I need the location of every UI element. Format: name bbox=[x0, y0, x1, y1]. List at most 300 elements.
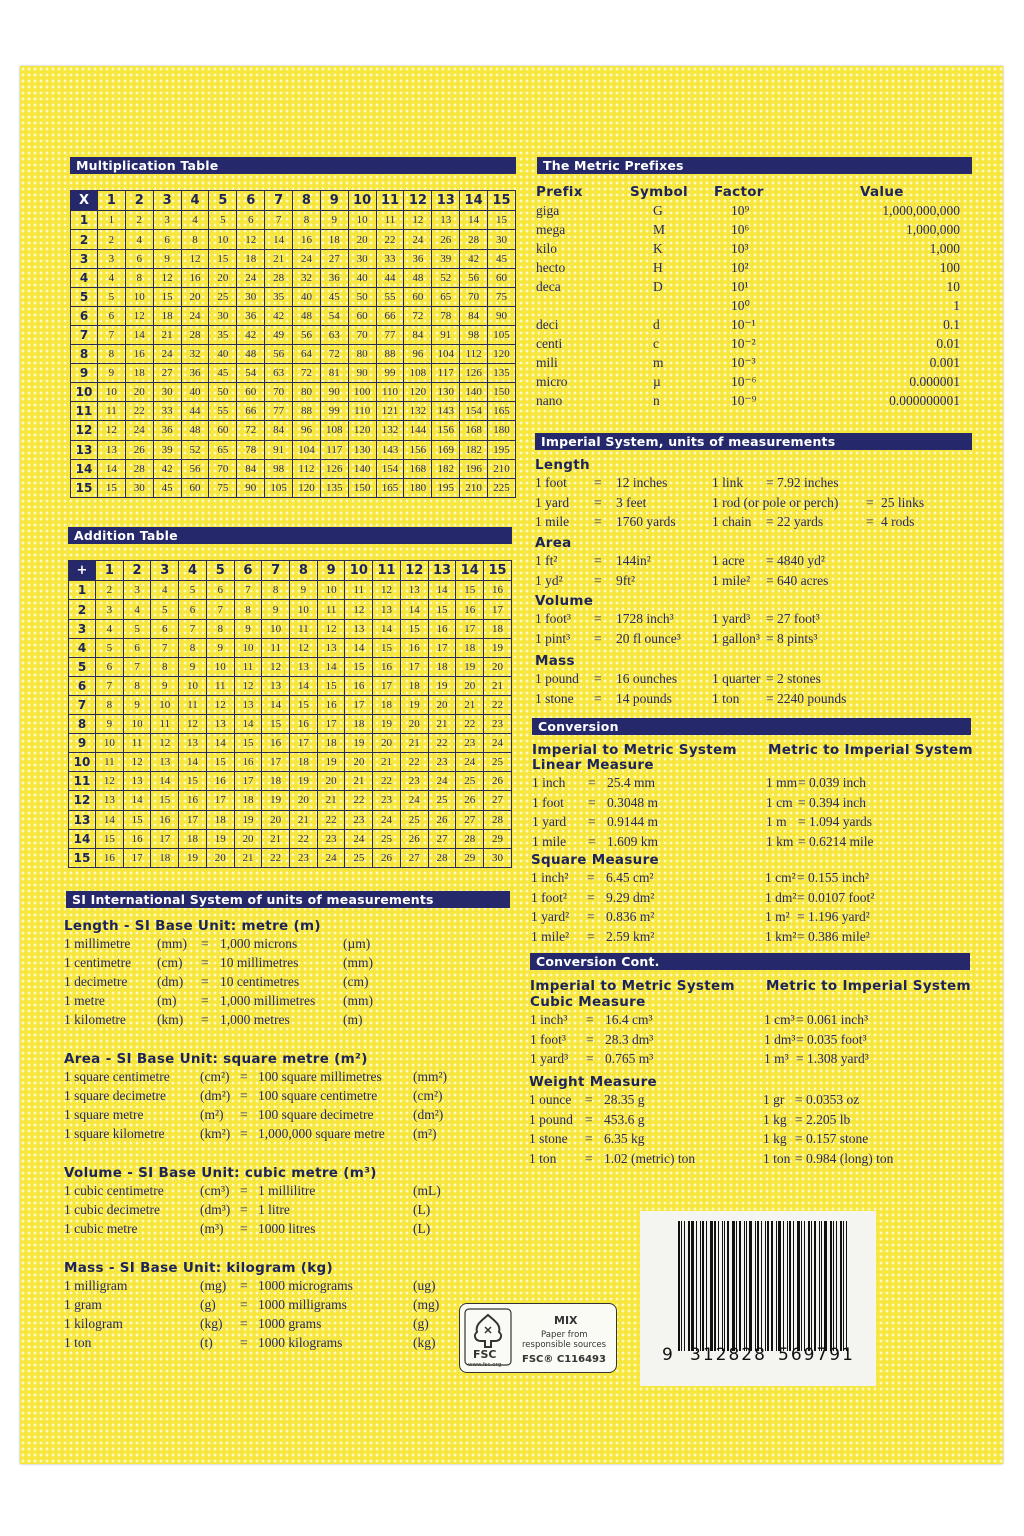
table-cell: 14 bbox=[428, 581, 456, 600]
conv-weight-cell: 1 pound bbox=[529, 1111, 573, 1127]
column-header: 10 bbox=[345, 561, 373, 581]
table-cell: 16 bbox=[206, 772, 234, 791]
table-cell: 10 bbox=[96, 734, 124, 753]
multiplication-table-header: Multiplication Table bbox=[70, 157, 516, 174]
table-cell: 11 bbox=[376, 211, 404, 230]
prefix-cell: m bbox=[653, 355, 664, 370]
conv-weight-cell: = 0.0353 oz bbox=[795, 1092, 860, 1107]
si-mass-cell: (kg) bbox=[200, 1316, 223, 1331]
si-mass-cell: (mg) bbox=[413, 1297, 440, 1312]
table-cell: 77 bbox=[376, 325, 404, 344]
si-area-cell: 100 square centimetre bbox=[258, 1088, 378, 1103]
table-cell: 16 bbox=[262, 734, 290, 753]
si-length-cell: 1 millimetre bbox=[64, 936, 131, 951]
table-cell: 39 bbox=[432, 249, 460, 268]
si-length-cell: (dm) bbox=[157, 974, 184, 989]
table-cell: 13 bbox=[206, 715, 234, 734]
table-cell: 19 bbox=[179, 848, 207, 867]
table-cell: 27 bbox=[153, 364, 181, 383]
table-cell: 16 bbox=[317, 695, 345, 714]
table-cell: 17 bbox=[234, 772, 262, 791]
table-cell: 3 bbox=[153, 211, 181, 230]
imperial-volume-cell: 1 foot³ bbox=[535, 611, 571, 626]
conv-cubic-cell: 1 inch³ bbox=[530, 1012, 568, 1027]
imperial-length-cell: = 22 yards bbox=[766, 514, 824, 529]
table-cell: 23 bbox=[345, 810, 373, 829]
table-cell: 150 bbox=[488, 383, 516, 402]
si-area-cell: (dm²) bbox=[413, 1107, 444, 1122]
si-mass-cell: (g) bbox=[200, 1297, 216, 1312]
prefix-cell: 1 bbox=[953, 298, 960, 313]
table-cell: 55 bbox=[209, 402, 237, 421]
conv-linear-cell: 1 yard bbox=[532, 814, 567, 829]
table-cell: 3 bbox=[96, 600, 124, 619]
table-cell: 24 bbox=[153, 345, 181, 364]
table-cell: 7 bbox=[179, 619, 207, 638]
row-header: 5 bbox=[71, 287, 98, 306]
barcode-bar bbox=[727, 1221, 729, 1351]
table-cell: 28 bbox=[428, 848, 456, 867]
table-cell: 196 bbox=[460, 459, 488, 478]
imperial-mass-cell: 1 stone bbox=[535, 690, 574, 706]
table-cell: 143 bbox=[376, 440, 404, 459]
table-cell: 28 bbox=[181, 325, 209, 344]
conv-square-cell: = bbox=[587, 928, 595, 944]
si-area-cell: 100 square millimetres bbox=[258, 1069, 382, 1084]
imperial-length-cell: 1 yard bbox=[535, 494, 570, 510]
table-cell: 13 bbox=[179, 734, 207, 753]
table-cell: 150 bbox=[348, 478, 376, 497]
table-cell: 17 bbox=[262, 753, 290, 772]
prefix-cell: mili bbox=[536, 355, 558, 370]
table-cell: 90 bbox=[237, 478, 265, 497]
table-cell: 17 bbox=[179, 810, 207, 829]
conv-weight-cell: = 0.984 (long) ton bbox=[795, 1150, 894, 1166]
imperial-area-cell: = 4840 yd² bbox=[766, 553, 825, 568]
table-cell: 11 bbox=[262, 638, 290, 657]
table-cell: 14 bbox=[373, 619, 401, 638]
imperial-area-cell: 144in² bbox=[616, 553, 651, 568]
imperial-volume-cell: 1 pint³ bbox=[535, 630, 571, 646]
barcode-digit-1: 9 bbox=[662, 1345, 673, 1365]
table-cell: 15 bbox=[428, 600, 456, 619]
table-cell: 168 bbox=[404, 459, 432, 478]
conv-linear-title: Linear Measure bbox=[532, 757, 654, 773]
table-cell: 14 bbox=[234, 715, 262, 734]
table-cell: 13 bbox=[432, 211, 460, 230]
table-cell: 20 bbox=[206, 848, 234, 867]
barcode-bar bbox=[778, 1221, 781, 1351]
conv-square-cell: 1 dm² bbox=[765, 889, 797, 905]
table-cell: 27 bbox=[484, 791, 512, 810]
table-cell: 17 bbox=[456, 619, 484, 638]
table-cell: 20 bbox=[484, 657, 512, 676]
table-cell: 17 bbox=[206, 791, 234, 810]
conv-weight-cell: = 2.205 lb bbox=[795, 1111, 851, 1127]
si-length-cell: = bbox=[201, 1012, 209, 1027]
table-cell: 30 bbox=[237, 287, 265, 306]
table-cell: 12 bbox=[234, 676, 262, 695]
conv-weight-cell: = bbox=[585, 1131, 593, 1146]
conv-linear-cell: 1.609 km bbox=[607, 833, 659, 849]
table-cell: 24 bbox=[181, 306, 209, 325]
row-header: 6 bbox=[69, 676, 96, 695]
table-cell: 14 bbox=[345, 638, 373, 657]
table-cell: 28 bbox=[456, 829, 484, 848]
si-length-cell: (m) bbox=[157, 993, 177, 1008]
si-mass-cell: (g) bbox=[413, 1316, 429, 1331]
conv-cubic-cell: = bbox=[586, 1012, 594, 1027]
conv-weight-cell: = bbox=[585, 1150, 593, 1166]
table-cell: 121 bbox=[376, 402, 404, 421]
conv-square-cell: 6.45 cm² bbox=[606, 870, 654, 885]
table-cell: 110 bbox=[376, 383, 404, 402]
si-length-cell: (mm) bbox=[343, 955, 373, 970]
table-cell: 19 bbox=[262, 791, 290, 810]
table-cell: 30 bbox=[153, 383, 181, 402]
table-cell: 24 bbox=[293, 249, 321, 268]
table-cell: 143 bbox=[432, 402, 460, 421]
si-volume-cell: 1000 litres bbox=[258, 1221, 316, 1236]
si-mass-cell: (kg) bbox=[413, 1335, 436, 1350]
table-cell: 8 bbox=[181, 230, 209, 249]
table-cell: 39 bbox=[153, 440, 181, 459]
table-row bbox=[71, 459, 516, 478]
prefix-cell: 1,000,000 bbox=[906, 222, 960, 237]
si-mass-cell: = bbox=[240, 1335, 248, 1350]
table-cell: 9 bbox=[96, 715, 124, 734]
row-header: 14 bbox=[71, 459, 98, 478]
table-cell: 11 bbox=[345, 581, 373, 600]
table-cell: 18 bbox=[153, 306, 181, 325]
imperial-length-cell: 1760 yards bbox=[616, 514, 676, 529]
si-mass-cell: (ug) bbox=[413, 1278, 436, 1293]
table-cell: 105 bbox=[265, 478, 293, 497]
table-cell: 126 bbox=[460, 364, 488, 383]
prefix-cell: n bbox=[653, 393, 660, 408]
conv-weight-cell: = 0.157 stone bbox=[795, 1131, 869, 1146]
column-header: 4 bbox=[181, 191, 209, 211]
imperial-volume-cell: 1728 inch³ bbox=[616, 611, 674, 626]
table-row bbox=[69, 638, 512, 657]
table-cell: 21 bbox=[428, 715, 456, 734]
si-mass-cell: 1 milligram bbox=[64, 1278, 128, 1293]
table-row bbox=[71, 287, 516, 306]
table-cell: 33 bbox=[153, 402, 181, 421]
column-header: 6 bbox=[234, 561, 262, 581]
table-cell: 18 bbox=[237, 249, 265, 268]
column-header: 15 bbox=[484, 561, 512, 581]
si-area-cell: = bbox=[240, 1088, 248, 1103]
si-mass-cell: (mg) bbox=[200, 1278, 227, 1293]
table-cell: 15 bbox=[151, 791, 179, 810]
table-cell: 60 bbox=[348, 306, 376, 325]
conv-linear-cell: = bbox=[588, 794, 596, 810]
table-cell: 100 bbox=[348, 383, 376, 402]
si-area-cell: (m²) bbox=[200, 1107, 224, 1122]
prefix-cell: 10⁻⁹ bbox=[731, 393, 757, 408]
table-cell: 26 bbox=[456, 791, 484, 810]
table-row bbox=[69, 581, 512, 600]
conv-square-cell: = 1.196 yard² bbox=[797, 909, 870, 924]
barcode-bar bbox=[814, 1221, 816, 1351]
table-cell: 120 bbox=[348, 421, 376, 440]
conv-linear-cell: = 0.6214 mile bbox=[798, 833, 874, 849]
prefix-column-header: Symbol bbox=[630, 184, 688, 200]
conv-square-cell: = 0.386 mile² bbox=[797, 928, 870, 944]
table-cell: 20 bbox=[456, 676, 484, 695]
si-mass-cell: 1 kilogram bbox=[64, 1316, 123, 1331]
barcode-bar bbox=[836, 1221, 837, 1351]
table-cell: 27 bbox=[456, 810, 484, 829]
conv-weight-cell: 1 ounce bbox=[529, 1092, 572, 1107]
barcode-bar bbox=[801, 1221, 802, 1351]
fsc-code: FSC® C116493 bbox=[522, 1354, 606, 1365]
barcode-bar bbox=[797, 1221, 800, 1351]
table-cell: 14 bbox=[400, 600, 428, 619]
table-cell: 65 bbox=[209, 440, 237, 459]
table-cell: 26 bbox=[484, 772, 512, 791]
table-cell: 24 bbox=[484, 734, 512, 753]
table-cell: 23 bbox=[456, 734, 484, 753]
table-cell: 56 bbox=[265, 345, 293, 364]
table-cell: 6 bbox=[153, 230, 181, 249]
conv-square-cell: 1 cm² bbox=[765, 870, 796, 885]
table-cell: 169 bbox=[432, 440, 460, 459]
table-cell: 12 bbox=[373, 581, 401, 600]
conv-linear-cell: 0.9144 m bbox=[607, 814, 659, 829]
table-cell: 117 bbox=[320, 440, 348, 459]
table-cell: 130 bbox=[432, 383, 460, 402]
si-length-cell: (µm) bbox=[343, 936, 371, 951]
imperial-length-cell: = 7.92 inches bbox=[766, 475, 839, 490]
si-area-cell: 1 square decimetre bbox=[64, 1088, 166, 1103]
table-cell: 14 bbox=[317, 657, 345, 676]
table-cell: 25 bbox=[456, 772, 484, 791]
conv-square-cell: = bbox=[587, 909, 595, 924]
column-header: 9 bbox=[317, 561, 345, 581]
table-cell: 225 bbox=[488, 478, 516, 497]
table-cell: 7 bbox=[96, 676, 124, 695]
table-cell: 56 bbox=[293, 325, 321, 344]
conv-square-cell: 1 m² bbox=[765, 909, 790, 924]
barcode-bar bbox=[776, 1221, 777, 1351]
table-cell: 40 bbox=[293, 287, 321, 306]
table-cell: 22 bbox=[484, 695, 512, 714]
row-header: 14 bbox=[69, 829, 96, 848]
table-cell: 52 bbox=[432, 268, 460, 287]
table-cell: 120 bbox=[293, 478, 321, 497]
table-cell: 36 bbox=[320, 268, 348, 287]
table-cell: 72 bbox=[404, 306, 432, 325]
si-length-cell: (mm) bbox=[343, 993, 373, 1008]
si-length-cell: (mm) bbox=[157, 936, 187, 951]
si-mass-cell: 1 gram bbox=[64, 1297, 102, 1312]
barcode-bar bbox=[691, 1221, 694, 1351]
table-cell: 45 bbox=[320, 287, 348, 306]
column-header: 12 bbox=[404, 191, 432, 211]
table-cell: 25 bbox=[209, 287, 237, 306]
table-cell: 90 bbox=[488, 306, 516, 325]
table-cell: 12 bbox=[262, 657, 290, 676]
si-length-cell: = bbox=[201, 974, 209, 989]
table-cell: 182 bbox=[460, 440, 488, 459]
barcode-bar bbox=[714, 1221, 716, 1351]
table-cell: 30 bbox=[488, 230, 516, 249]
table-cell: 40 bbox=[348, 268, 376, 287]
table-cell: 88 bbox=[376, 345, 404, 364]
table-cell: 12 bbox=[317, 619, 345, 638]
table-cell: 6 bbox=[206, 581, 234, 600]
table-cell: 72 bbox=[293, 364, 321, 383]
table-row bbox=[71, 402, 516, 421]
table-cell: 90 bbox=[348, 364, 376, 383]
si-volume-title: Volume - SI Base Unit: cubic metre (m³) bbox=[64, 1165, 377, 1181]
table-cell: 80 bbox=[293, 383, 321, 402]
prefix-cell: H bbox=[653, 260, 663, 275]
table-cell: 30 bbox=[484, 848, 512, 867]
table-cell: 132 bbox=[404, 402, 432, 421]
table-cell: 3 bbox=[98, 249, 126, 268]
conv-square-cell: 9.29 dm² bbox=[606, 889, 655, 905]
conv-square-cell: 0.836 m² bbox=[606, 909, 655, 924]
table-cell: 8 bbox=[293, 211, 321, 230]
si-length-cell: = bbox=[201, 993, 209, 1008]
barcode-bar bbox=[722, 1221, 723, 1351]
column-header: 12 bbox=[400, 561, 428, 581]
column-header: 7 bbox=[262, 561, 290, 581]
table-cell: 5 bbox=[151, 600, 179, 619]
table-cell: 14 bbox=[151, 772, 179, 791]
table-cell: 40 bbox=[209, 345, 237, 364]
table-cell: 16 bbox=[123, 829, 151, 848]
conv-square-cell: 1 foot² bbox=[531, 889, 567, 905]
imperial-mass-cell: = 2240 pounds bbox=[766, 690, 847, 706]
table-cell: 42 bbox=[237, 325, 265, 344]
table-cell: 15 bbox=[234, 734, 262, 753]
conv-square-cell: 1 km² bbox=[765, 928, 797, 944]
barcode-bar bbox=[739, 1221, 741, 1351]
table-cell: 21 bbox=[290, 810, 318, 829]
conv-cubic-cell: = bbox=[586, 1051, 594, 1066]
table-cell: 26 bbox=[125, 440, 153, 459]
barcode-bar bbox=[755, 1221, 756, 1351]
table-cell: 4 bbox=[123, 600, 151, 619]
conv-linear-cell: = 1.094 yards bbox=[798, 814, 872, 829]
table-cell: 17 bbox=[484, 600, 512, 619]
column-header: 7 bbox=[265, 191, 293, 211]
table-cell: 18 bbox=[290, 753, 318, 772]
conv-left-title: Imperial to Metric System bbox=[530, 978, 735, 994]
table-cell: 156 bbox=[404, 440, 432, 459]
barcode-bar bbox=[811, 1221, 812, 1351]
table-corner-cell: X bbox=[71, 191, 98, 211]
barcode bbox=[640, 1211, 876, 1386]
table-cell: 22 bbox=[456, 715, 484, 734]
column-header: 8 bbox=[290, 561, 318, 581]
table-cell: 10 bbox=[234, 638, 262, 657]
prefix-column-header: Value bbox=[860, 184, 904, 200]
table-cell: 10 bbox=[206, 657, 234, 676]
table-cell: 48 bbox=[293, 306, 321, 325]
prefix-cell: 0.001 bbox=[929, 355, 960, 370]
table-cell: 66 bbox=[237, 402, 265, 421]
table-cell: 126 bbox=[320, 459, 348, 478]
prefix-cell: 100 bbox=[939, 260, 960, 275]
conv-cubic-cell: 1 foot³ bbox=[530, 1031, 566, 1047]
imperial-system-header: Imperial System, units of measurements bbox=[535, 433, 972, 450]
conv-right-title: Metric to Imperial System bbox=[766, 978, 971, 994]
conv-cubic-cell: = bbox=[586, 1031, 594, 1047]
prefix-cell: 10¹ bbox=[731, 279, 749, 294]
table-cell: 77 bbox=[265, 402, 293, 421]
si-mass-cell: = bbox=[240, 1297, 248, 1312]
barcode-bar bbox=[744, 1221, 745, 1351]
table-cell: 20 bbox=[345, 753, 373, 772]
table-cell: 104 bbox=[293, 440, 321, 459]
table-cell: 16 bbox=[293, 230, 321, 249]
table-cell: 11 bbox=[123, 734, 151, 753]
conv-cubic-cell: 1 cm³ bbox=[764, 1012, 795, 1027]
table-cell: 15 bbox=[153, 287, 181, 306]
table-cell: 20 bbox=[428, 695, 456, 714]
table-cell: 45 bbox=[488, 249, 516, 268]
table-cell: 20 bbox=[290, 791, 318, 810]
table-cell: 19 bbox=[234, 810, 262, 829]
table-cell: 14 bbox=[265, 230, 293, 249]
table-cell: 15 bbox=[400, 619, 428, 638]
si-mass-cell: = bbox=[240, 1316, 248, 1331]
table-cell: 63 bbox=[265, 364, 293, 383]
table-cell: 60 bbox=[404, 287, 432, 306]
conv-weight-title: Weight Measure bbox=[529, 1074, 657, 1090]
table-cell: 12 bbox=[123, 753, 151, 772]
imperial-mass-cell: 1 quarter bbox=[712, 671, 761, 686]
fsc-mix-label: MIX bbox=[554, 1314, 578, 1327]
table-cell: 90 bbox=[320, 383, 348, 402]
barcode-bar bbox=[724, 1221, 725, 1351]
si-volume-cell: (L) bbox=[413, 1202, 431, 1217]
table-cell: 13 bbox=[98, 440, 126, 459]
table-cell: 84 bbox=[460, 306, 488, 325]
row-header: 9 bbox=[71, 364, 98, 383]
table-cell: 140 bbox=[348, 459, 376, 478]
row-header: 12 bbox=[69, 791, 96, 810]
imperial-area-cell: = bbox=[594, 553, 602, 568]
table-cell: 4 bbox=[125, 230, 153, 249]
table-cell: 84 bbox=[265, 421, 293, 440]
row-header: 2 bbox=[69, 600, 96, 619]
table-cell: 15 bbox=[179, 772, 207, 791]
table-cell: 4 bbox=[181, 211, 209, 230]
si-area-cell: (m²) bbox=[413, 1126, 437, 1141]
barcode-bar bbox=[696, 1221, 697, 1351]
imperial-area-cell: 1 yd² bbox=[535, 572, 563, 588]
imperial-mass-cell: = bbox=[594, 690, 602, 706]
table-cell: 15 bbox=[96, 829, 124, 848]
prefix-cell: deci bbox=[536, 317, 559, 332]
prefix-cell: 10⁻⁶ bbox=[731, 374, 757, 389]
conv-weight-cell: 1 gr bbox=[763, 1092, 785, 1107]
table-cell: 70 bbox=[265, 383, 293, 402]
table-cell: 12 bbox=[206, 695, 234, 714]
conv-linear-cell: 1 mm bbox=[766, 775, 798, 790]
table-row bbox=[69, 772, 512, 791]
prefix-cell: giga bbox=[536, 203, 560, 218]
table-cell: 42 bbox=[153, 459, 181, 478]
table-cell: 15 bbox=[488, 211, 516, 230]
table-cell: 78 bbox=[432, 306, 460, 325]
